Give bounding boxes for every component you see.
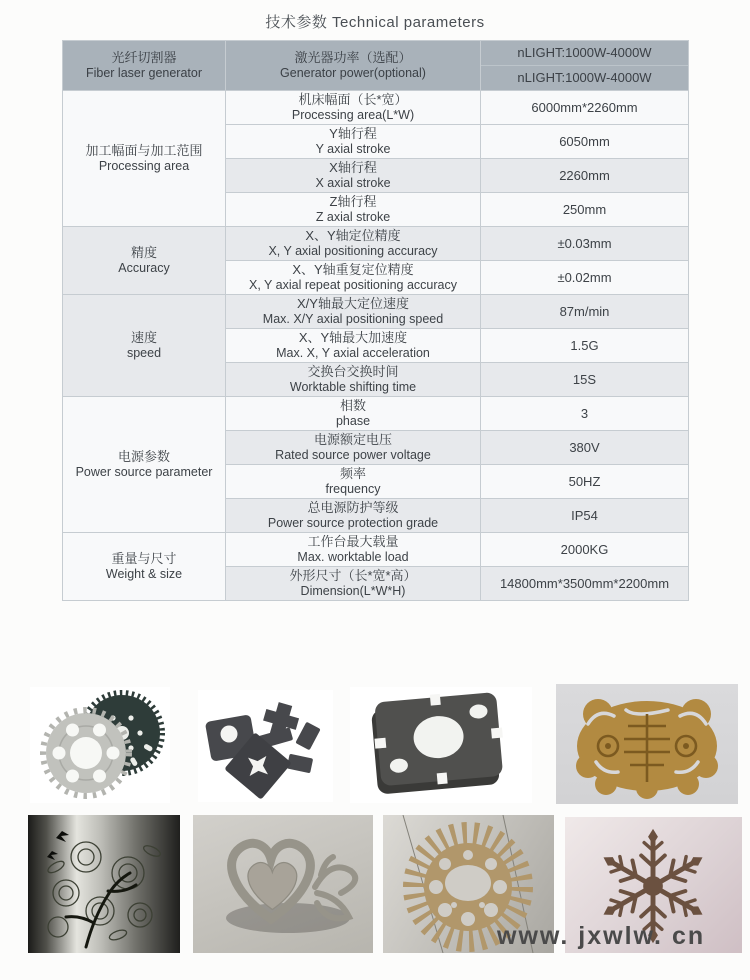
header-generator-en: Fiber laser generator: [85, 66, 203, 80]
param-cn: X/Y轴最大定位速度: [297, 296, 409, 311]
table-row: [63, 227, 689, 261]
star-cut-parts-drawing: [198, 690, 333, 802]
param-cn: 工作台最大载量: [307, 534, 399, 549]
param-cell: [226, 533, 481, 567]
param-cell: [226, 159, 481, 193]
value-cell: 6000mm*2260mm: [481, 91, 689, 125]
param-cn: 交换台交换时间: [307, 364, 399, 379]
group-en: Power source parameter: [75, 465, 213, 479]
param-en: Rated source power voltage: [275, 448, 431, 462]
param-en: Worktable shifting time: [289, 380, 417, 394]
value-cell: 250mm: [481, 193, 689, 227]
header-power-cell: [226, 41, 481, 91]
star-cut-parts-photo: [198, 690, 333, 802]
param-cn: 外形尺寸（长*宽*高）: [289, 568, 417, 583]
sprocket-gears-photo: [30, 687, 170, 803]
group-en: Processing area: [98, 159, 190, 173]
param-cell: [226, 125, 481, 159]
param-en: X axial stroke: [315, 176, 391, 190]
golden-ornament-photo: [556, 684, 738, 804]
param-cn: Z轴行程: [329, 194, 377, 209]
value-cell: 2000KG: [481, 533, 689, 567]
value-cell: 380V: [481, 431, 689, 465]
param-cell: [226, 465, 481, 499]
value-cell: ±0.03mm: [481, 227, 689, 261]
heart-butterfly-drawing: [193, 815, 373, 953]
param-en: frequency: [325, 482, 381, 496]
power-value-2: nLIGHT:1000W-4000W: [517, 70, 652, 85]
param-cell: [226, 295, 481, 329]
param-cell: [226, 227, 481, 261]
param-en: Processing area(L*W): [291, 108, 415, 122]
param-cn: Y轴行程: [329, 126, 377, 141]
param-cell: [226, 499, 481, 533]
param-cn: 频率: [339, 466, 366, 481]
group-cell-power-source: [63, 397, 226, 533]
value-cell: 2260mm: [481, 159, 689, 193]
param-cell: [226, 431, 481, 465]
param-cell: [226, 567, 481, 601]
value-cell: 15S: [481, 363, 689, 397]
param-en: phase: [335, 414, 371, 428]
param-cell: [226, 329, 481, 363]
header-power-en: Generator power(optional): [280, 66, 426, 80]
group-cn: 精度: [130, 245, 157, 260]
param-cn: X、Y轴定位精度: [305, 228, 401, 243]
heart-butterfly-photo: [193, 815, 373, 953]
group-cell-speed: [63, 295, 226, 397]
param-cn: 相数: [339, 398, 366, 413]
rose-panel-drawing: [28, 815, 180, 953]
group-en: Weight & size: [105, 567, 183, 581]
param-cn: X、Y轴最大加速度: [298, 330, 408, 345]
technical-parameters-table: [62, 40, 689, 601]
golden-ornament-drawing: [556, 684, 738, 804]
header-generator-cn: 光纤切割器: [111, 50, 177, 65]
table-header-row: [63, 41, 689, 91]
param-en: Max. X, Y axial acceleration: [276, 346, 430, 360]
flange-plate-drawing: [350, 687, 532, 803]
header-power-values-cell: [481, 41, 689, 91]
power-value-1: nLIGHT:1000W-4000W: [481, 41, 688, 66]
group-en: Accuracy: [118, 261, 170, 275]
value-cell: 87m/min: [481, 295, 689, 329]
value-cell: 1.5G: [481, 329, 689, 363]
table-row: [63, 295, 689, 329]
param-cell: [226, 397, 481, 431]
page-title: 技术参数 Technical parameters: [265, 14, 485, 31]
param-cn: X、Y轴重复定位精度: [292, 262, 414, 277]
param-en: Y axial stroke: [315, 142, 391, 156]
param-en: Z axial stroke: [315, 210, 391, 224]
group-en: speed: [126, 346, 162, 360]
value-cell: 50HZ: [481, 465, 689, 499]
param-cell: [226, 261, 481, 295]
param-cell: [226, 363, 481, 397]
spec-table: [62, 40, 689, 601]
param-en: X, Y axial repeat positioning accuracy: [249, 278, 457, 292]
value-cell: 3: [481, 397, 689, 431]
header-power-cn: 激光器功率（选配）: [294, 50, 412, 65]
header-generator-cell: [63, 41, 226, 91]
value-cell: ±0.02mm: [481, 261, 689, 295]
group-cell-accuracy: [63, 227, 226, 295]
group-cn: 电源参数: [117, 449, 170, 464]
table-row: [63, 91, 689, 125]
flange-plate-photo: [350, 687, 532, 803]
group-cell-weight-size: [63, 533, 226, 601]
value-cell: 6050mm: [481, 125, 689, 159]
value-cell: IP54: [481, 499, 689, 533]
param-cell: [226, 91, 481, 125]
param-en: X, Y axial positioning accuracy: [268, 244, 438, 258]
rose-panel-photo: [28, 815, 180, 953]
param-cn: X轴行程: [329, 160, 377, 175]
param-cell: [226, 193, 481, 227]
group-cn: 重量与尺寸: [111, 551, 177, 566]
group-cn: 速度: [130, 330, 157, 345]
value-cell: 14800mm*3500mm*2200mm: [481, 567, 689, 601]
param-en: Max. worktable load: [297, 550, 409, 564]
param-en: Power source protection grade: [267, 516, 439, 530]
group-cn: 加工幅面与加工范围: [85, 143, 203, 158]
param-en: Dimension(L*W*H): [300, 584, 406, 598]
table-row: [63, 533, 689, 567]
site-watermark: www. jxwlw. cn: [497, 922, 706, 950]
param-en: Max. X/Y axial positioning speed: [262, 312, 444, 326]
param-cn: 电源额定电压: [313, 432, 392, 447]
table-row: [63, 397, 689, 431]
param-cn: 总电源防护等级: [307, 500, 399, 515]
param-cn: 机床幅面（长*宽）: [298, 92, 408, 107]
group-cell-processing-area: [63, 91, 226, 227]
sprocket-gears-drawing: [30, 687, 170, 803]
